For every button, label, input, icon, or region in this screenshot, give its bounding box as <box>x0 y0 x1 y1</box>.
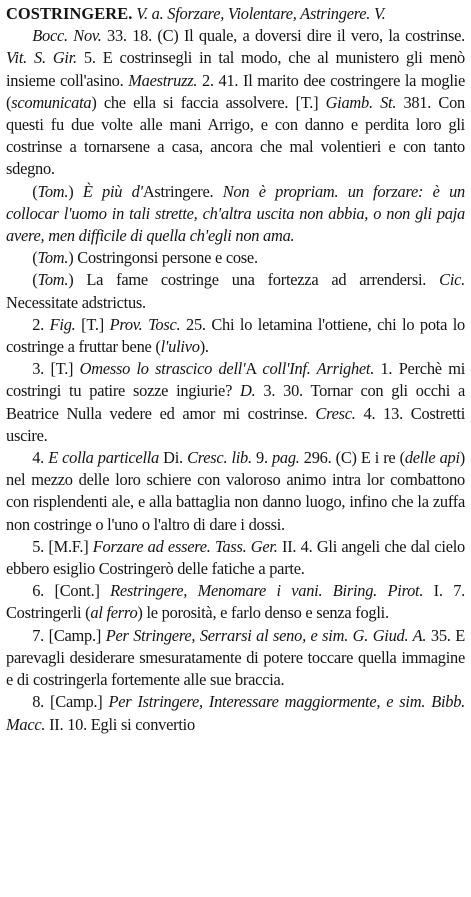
body-text: I. 7. Costringerli ( <box>6 581 465 623</box>
body-text: 381. Con questi fu due volte alle mani Arrigo, e con danno e perdita loro gli costrinse a tornarsene a casa, ancora che mal volentieri e con tanto sdegno. <box>6 92 465 179</box>
body-text: Astringere. <box>142 181 223 201</box>
italic-text: Omesso lo strascico dell' <box>79 359 246 379</box>
body-text: 296. (C) E i re ( <box>299 448 405 468</box>
sense-7-stringere <box>6 625 465 692</box>
body-text: ) <box>68 181 83 201</box>
italic-text: Non è propriam. un forzare: è un collocar l'uomo in tali strette, ch'altra uscita non abbia, o non gli paja avere, men difficile di quella ch'egli non ama. <box>6 181 465 246</box>
sense-4-particella <box>6 447 465 536</box>
italic-text: l'ulivo <box>160 337 200 357</box>
headword: COSTRINGERE. <box>6 4 133 23</box>
italic-text: Tom. <box>37 270 69 290</box>
italic-text: Cresc. lib. <box>187 448 252 468</box>
italic-text: scomunicata <box>11 92 92 112</box>
body-text: 35. E parevagli desiderare smesuratamente di potere toccare quella immagine e di costringerla fortemente alle sue braccia. <box>6 625 466 690</box>
body-text: ( <box>32 270 38 290</box>
body-text: A <box>245 359 263 379</box>
body-text: 9. <box>251 448 272 468</box>
body-text: ) le porosità, e farlo denso e senza fogli. <box>137 603 389 623</box>
body-text: 8. [Camp.] <box>32 692 109 712</box>
italic-text: Per Istringere, Interessare maggiormente, e sim. Bibb. Macc. <box>6 692 466 734</box>
body-text: ) che ella si faccia assolvere. [T.] <box>91 92 326 112</box>
italic-text: D. <box>240 381 256 401</box>
italic-text: Maestruzz. <box>128 70 198 90</box>
body-text: II. 10. Egli si convertio <box>45 714 195 734</box>
body-text: ). <box>199 337 209 357</box>
body-text: Necessitate adstrictus. <box>6 292 146 312</box>
italic-text: Fig. <box>49 314 76 334</box>
body-text: 2. 41. Il marito dee costringere la moglie ( <box>6 70 465 112</box>
tom-note-astringere <box>6 181 465 248</box>
body-text: Di. <box>159 448 188 468</box>
italic-text: Tom. <box>37 248 69 268</box>
citations-paragraph <box>6 25 465 180</box>
body-text: 6. [Cont.] <box>32 581 111 601</box>
headword-paragraph <box>6 3 465 25</box>
body-text: 4. 13. Costretti uscire. <box>6 403 465 445</box>
body-text: 3. 30. Tornar con gli occhi a Beatrice Nulla vedere ed amor mi costrinse. <box>6 381 466 423</box>
body-text: 7. [Camp.] <box>32 625 106 645</box>
tom-note-fame <box>6 269 465 313</box>
body-text: ( <box>32 181 38 201</box>
body-text: ) Costringonsi persone e cose. <box>68 248 258 268</box>
body-text: ) nel mezzo delle loro schiere con valoroso animo intra lor combattono con risplendenti ale, e alla battaglia non danno luogo, infino che la zuffa non costringe o l'uno o l'altro di dare i dossi. <box>6 448 465 534</box>
body-text: ) La fame costringe una fortezza ad arrendersi. <box>68 270 440 290</box>
body-text: 2. <box>32 314 50 334</box>
sense-2-figurative <box>6 314 465 358</box>
italic-text: Prov. Tosc. <box>109 314 181 334</box>
italic-text: Vit. S. Gir. <box>6 48 77 68</box>
body-text: 25. Chi lo letamina l'ottiene, chi lo pota lo costringe a fruttar bene ( <box>6 314 465 357</box>
italic-text: al ferro <box>90 603 138 623</box>
italic-text: pag. <box>271 448 300 468</box>
body-text: 3. [T.] <box>32 359 80 379</box>
italic-text: Tom. <box>37 181 69 201</box>
body-text: II. 4. Gli angeli che dal cielo ebbero esiglio Costringerò delle fatiche a parte. <box>6 536 465 579</box>
italic-text: E colla particella <box>48 448 160 468</box>
italic-text: Giamb. St. <box>325 92 397 112</box>
sense-6-restringere <box>6 580 465 624</box>
italic-text: delle api <box>404 448 460 468</box>
body-text: [T.] <box>75 314 110 334</box>
body-text: 1. Perchè mi costringi tu patire sozze ingiurie? <box>6 359 465 401</box>
italic-text: Cic. <box>439 270 465 290</box>
italic-text: Cresc. <box>315 403 356 423</box>
body-text: 4. <box>32 448 49 468</box>
sense-3-infinitive <box>6 358 465 447</box>
italic-text: Forzare ad essere. Tass. Ger. <box>92 536 278 556</box>
body-text: ( <box>32 248 38 268</box>
body-text: 5. E costrinsegli in tal modo, che al munistero gli menò insieme coll'asino. <box>6 48 465 90</box>
body-text: 33. 18. (C) Il quale, a doversi dire il vero, la costrinse. <box>101 26 465 46</box>
italic-text: Restringere, Menomare i vani. Biring. Pirot. <box>110 581 424 601</box>
italic-text: Bocc. Nov. <box>32 26 102 46</box>
italic-text: Per Stringere, Serrarsi al seno, e sim. G. Giud. A. <box>105 625 427 645</box>
tom-note-persone <box>6 247 465 269</box>
sense-5-forzare <box>6 536 465 580</box>
italic-text: V. a. Sforzare, Violentare, Astringere. V. <box>136 4 386 23</box>
italic-text: coll'Inf. Arrighet. <box>262 359 375 379</box>
italic-text: È più d' <box>82 181 143 201</box>
body-text: 5. [M.F.] <box>32 536 93 556</box>
sense-8-istringere <box>6 691 465 735</box>
